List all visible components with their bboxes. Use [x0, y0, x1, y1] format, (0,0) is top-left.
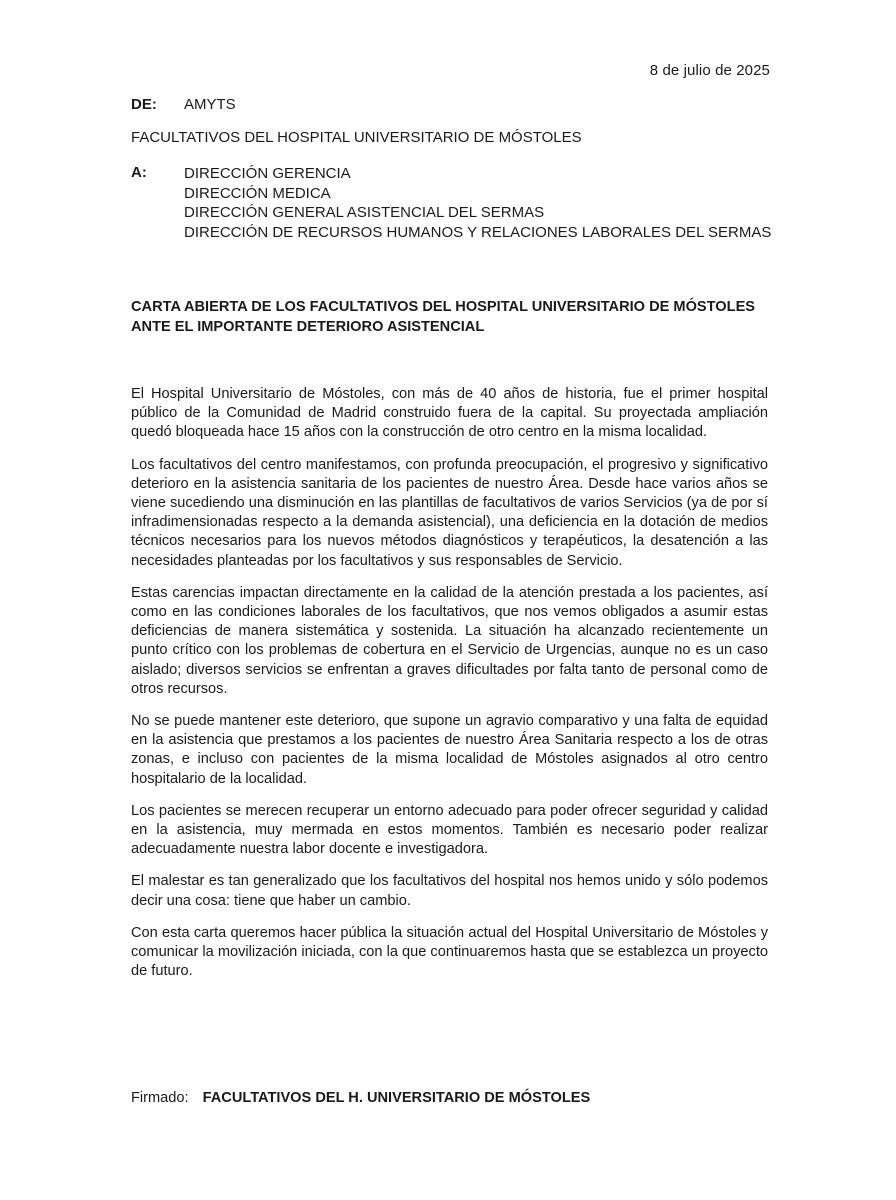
signature-name: FACULTATIVOS DEL H. UNIVERSITARIO DE MÓSTOLES [202, 1090, 591, 1106]
to-label: A: [131, 164, 147, 181]
letter-body [131, 385, 768, 994]
from-organization: FACULTATIVOS DEL HOSPITAL UNIVERSITARIO DE MÓSTOLES [131, 129, 582, 146]
body-paragraph: El Hospital Universitario de Móstoles, con más de 40 años de historia, fue el primer hospital público de la Comunidad de Madrid construido fuera de la capital. Su proyectada ampliación quedó bloqueada hace 15 años con la construcción de otro centro en la misma localidad. [131, 386, 768, 441]
title-line: CARTA ABIERTA DE LOS FACULTATIVOS DEL HOSPITAL UNIVERSITARIO DE MÓSTOLES [131, 299, 756, 315]
recipient-list [184, 164, 771, 242]
recipient-item: DIRECCIÓN DE RECURSOS HUMANOS Y RELACIONES LABORALES DEL SERMAS [184, 223, 772, 241]
body-paragraph: Estas carencias impactan directamente en la calidad de la atención prestada a los pacientes, así como en las condiciones laborales de los facultativos, que nos vemos obligados a asumir estas deficiencias de manera sistemática y sostenida. La situación ha alcanzado recientemente un punto crítico con los problemas de cobertura en el Servicio de Urgencias, aunque no es un caso aislado; diversos servicios se enfrentan a graves dificultades por falta tanto de personal como de otros recursos. [131, 584, 768, 697]
letter-date: 8 de julio de 2025 [649, 62, 770, 79]
from-row [131, 96, 236, 113]
signature-label: Firmado: [131, 1090, 189, 1106]
body-paragraph: No se puede mantener este deterioro, que supone un agravio comparativo y una falta de equidad en la asistencia que prestamos a los pacientes de nuestro Área Sanitaria respecto a los de otras zonas, e incluso con pacientes de la misma localidad de Móstoles asignados al otro centro hospitalario de la localidad. [131, 713, 768, 787]
body-paragraph: Los facultativos del centro manifestamos, con profunda preocupación, el progresivo y significativo deterioro en la asistencia sanitaria de los pacientes de nuestro Área. Desde hace varios años se viene sucediendo una disminución en las plantillas de facultativos de varios Servicios (ya de por sí infradimensionadas respecto a la demanda asistencial), una deficiencia en la dotación de medios técnicos necesarios para los nuevos métodos diagnósticos y terapéuticos, la desatención a las necesidades planteadas por los facultativos y sus responsables de Servicio. [131, 456, 768, 569]
letter-title [131, 298, 755, 337]
recipient-item: DIRECCIÓN MEDICA [184, 184, 331, 202]
from-name: AMYTS [184, 96, 236, 113]
body-paragraph: Los pacientes se merecen recuperar un entorno adecuado para poder ofrecer seguridad y calidad en la asistencia, muy mermada en estos momentos. También es necesario poder realizar adecuadamente nuestra labor docente e investigadora. [131, 802, 768, 858]
body-paragraph: Con esta carta queremos hacer pública la situación actual del Hospital Universitario de Móstoles y comunicar la movilización iniciada, con la que continuaremos hasta que se establezca un proyecto de futuro. [131, 924, 768, 980]
title-line: ANTE EL IMPORTANTE DETERIORO ASISTENCIAL [131, 318, 485, 335]
body-paragraph: El malestar es tan generalizado que los facultativos del hospital nos hemos unido y sólo podemos decir una cosa: tiene que haber un cambio. [131, 873, 768, 909]
from-label: DE: [131, 96, 157, 113]
recipient-item: DIRECCIÓN GENERAL ASISTENCIAL DEL SERMAS [184, 204, 545, 221]
recipient-item: DIRECCIÓN GERENCIA [184, 165, 351, 182]
signature-line [131, 1090, 590, 1106]
to-row [131, 164, 771, 242]
